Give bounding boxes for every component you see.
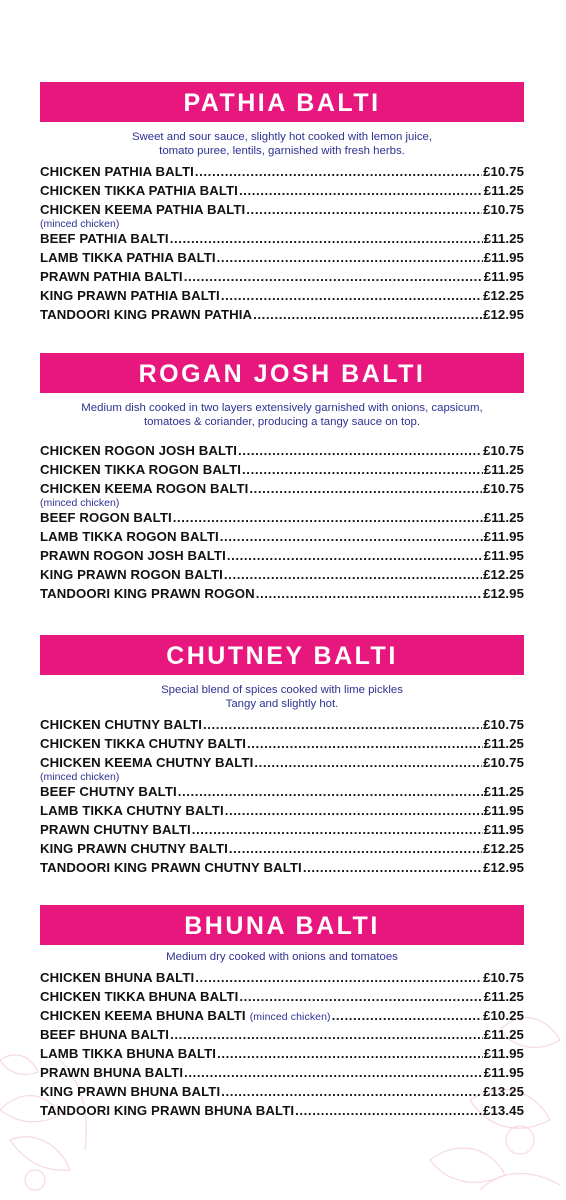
menu-item: PRAWN CHUTNY BALTI ..... £11.95: [40, 822, 524, 841]
menu-item: CHICKEN TIKKA ROGON BALTI ..... £11.25: [40, 462, 524, 481]
menu-item: CHICKEN TIKKA CHUTNY BALTI ..... £11.25: [40, 736, 524, 755]
menu-item: PRAWN BHUNA BALTI ..... £11.95: [40, 1065, 524, 1084]
section-description: Medium dish cooked in two layers extensively garnished with onions, capsicum, tomatoes & coriander, producing a tangy sauce on top.: [81, 402, 483, 428]
section-chutney-balti: [40, 635, 524, 879]
menu-item: CHICKEN ROGON JOSH BALTI ..... £10.75: [40, 443, 524, 462]
menu-item: KING PRAWN PATHIA BALTI ..... £12.25: [40, 288, 524, 307]
menu-item: LAMB TIKKA BHUNA BALTI ..... £11.95: [40, 1046, 524, 1065]
menu-item: CHICKEN TIKKA PATHIA BALTI ..... £11.25: [40, 183, 524, 202]
menu-item: LAMB TIKKA PATHIA BALTI ..... £11.95: [40, 250, 524, 269]
menu-items: [40, 717, 524, 879]
menu-item: CHICKEN BHUNA BALTI ..... £10.75: [40, 970, 524, 989]
menu-item: BEEF ROGON BALTI ..... £11.25: [40, 510, 524, 529]
section-bhuna-balti: [40, 905, 524, 1122]
section-pathia-balti: [40, 82, 524, 326]
menu-item: LAMB TIKKA CHUTNY BALTI ..... £11.95: [40, 803, 524, 822]
item-note: (minced chicken): [249, 1011, 331, 1023]
menu-item: CHICKEN KEEMA ROGON BALTI ..... £10.75: [40, 481, 524, 500]
menu-item: BEEF PATHIA BALTI ..... £11.25: [40, 231, 524, 250]
section-description: Special blend of spices cooked with lime pickles Tangy and slightly hot.: [161, 684, 403, 710]
menu-item: TANDOORI KING PRAWN PATHIA ..... £12.95: [40, 307, 524, 326]
section-title: CHUTNEY BALTI: [40, 635, 524, 675]
item-note: (minced chicken): [40, 218, 120, 230]
menu-item: TANDOORI KING PRAWN BHUNA BALTI ..... £13.45: [40, 1103, 524, 1122]
section-title: ROGAN JOSH BALTI: [40, 353, 524, 393]
menu-item: KING PRAWN CHUTNY BALTI ..... £12.25: [40, 841, 524, 860]
menu-item: BEEF BHUNA BALTI ..... £11.25: [40, 1027, 524, 1046]
menu-items: [40, 970, 524, 1122]
menu-item: CHICKEN TIKKA BHUNA BALTI ..... £11.25: [40, 989, 524, 1008]
menu-item: CHICKEN KEEMA BHUNA BALTI (minced chicken) ..... £10.25: [40, 1008, 524, 1027]
section-description: Medium dry cooked with onions and tomatoes: [166, 951, 398, 963]
section-title: BHUNA BALTI: [40, 905, 524, 945]
menu-item: LAMB TIKKA ROGON BALTI ..... £11.95: [40, 529, 524, 548]
item-note: (minced chicken): [40, 497, 120, 509]
menu-item: CHICKEN KEEMA CHUTNY BALTI ..... £10.75: [40, 755, 524, 774]
menu-item: PRAWN PATHIA BALTI ..... £11.95: [40, 269, 524, 288]
menu-item: BEEF CHUTNY BALTI ..... £11.25: [40, 784, 524, 803]
menu-item: CHICKEN CHUTNY BALTI ..... £10.75: [40, 717, 524, 736]
menu-item: TANDOORI KING PRAWN ROGON ..... £12.95: [40, 586, 524, 605]
menu-item: CHICKEN KEEMA PATHIA BALTI ..... £10.75: [40, 202, 524, 221]
section-title: PATHIA BALTI: [40, 82, 524, 122]
section-description: Sweet and sour sauce, slightly hot cooked with lemon juice, tomato puree, lentils, garnished with fresh herbs.: [131, 131, 433, 157]
menu-item: CHICKEN PATHIA BALTI ..... £10.75: [40, 164, 524, 183]
menu-items: [40, 164, 524, 326]
item-note: (minced chicken): [40, 771, 120, 783]
menu-items: [40, 443, 524, 605]
menu-item: PRAWN ROGON JOSH BALTI ..... £11.95: [40, 548, 524, 567]
menu-item: KING PRAWN BHUNA BALTI ..... £13.25: [40, 1084, 524, 1103]
menu-item: KING PRAWN ROGON BALTI ..... £12.25: [40, 567, 524, 586]
menu-item: TANDOORI KING PRAWN CHUTNY BALTI ..... £12.95: [40, 860, 524, 879]
section-rogan-josh-balti: [40, 353, 524, 605]
